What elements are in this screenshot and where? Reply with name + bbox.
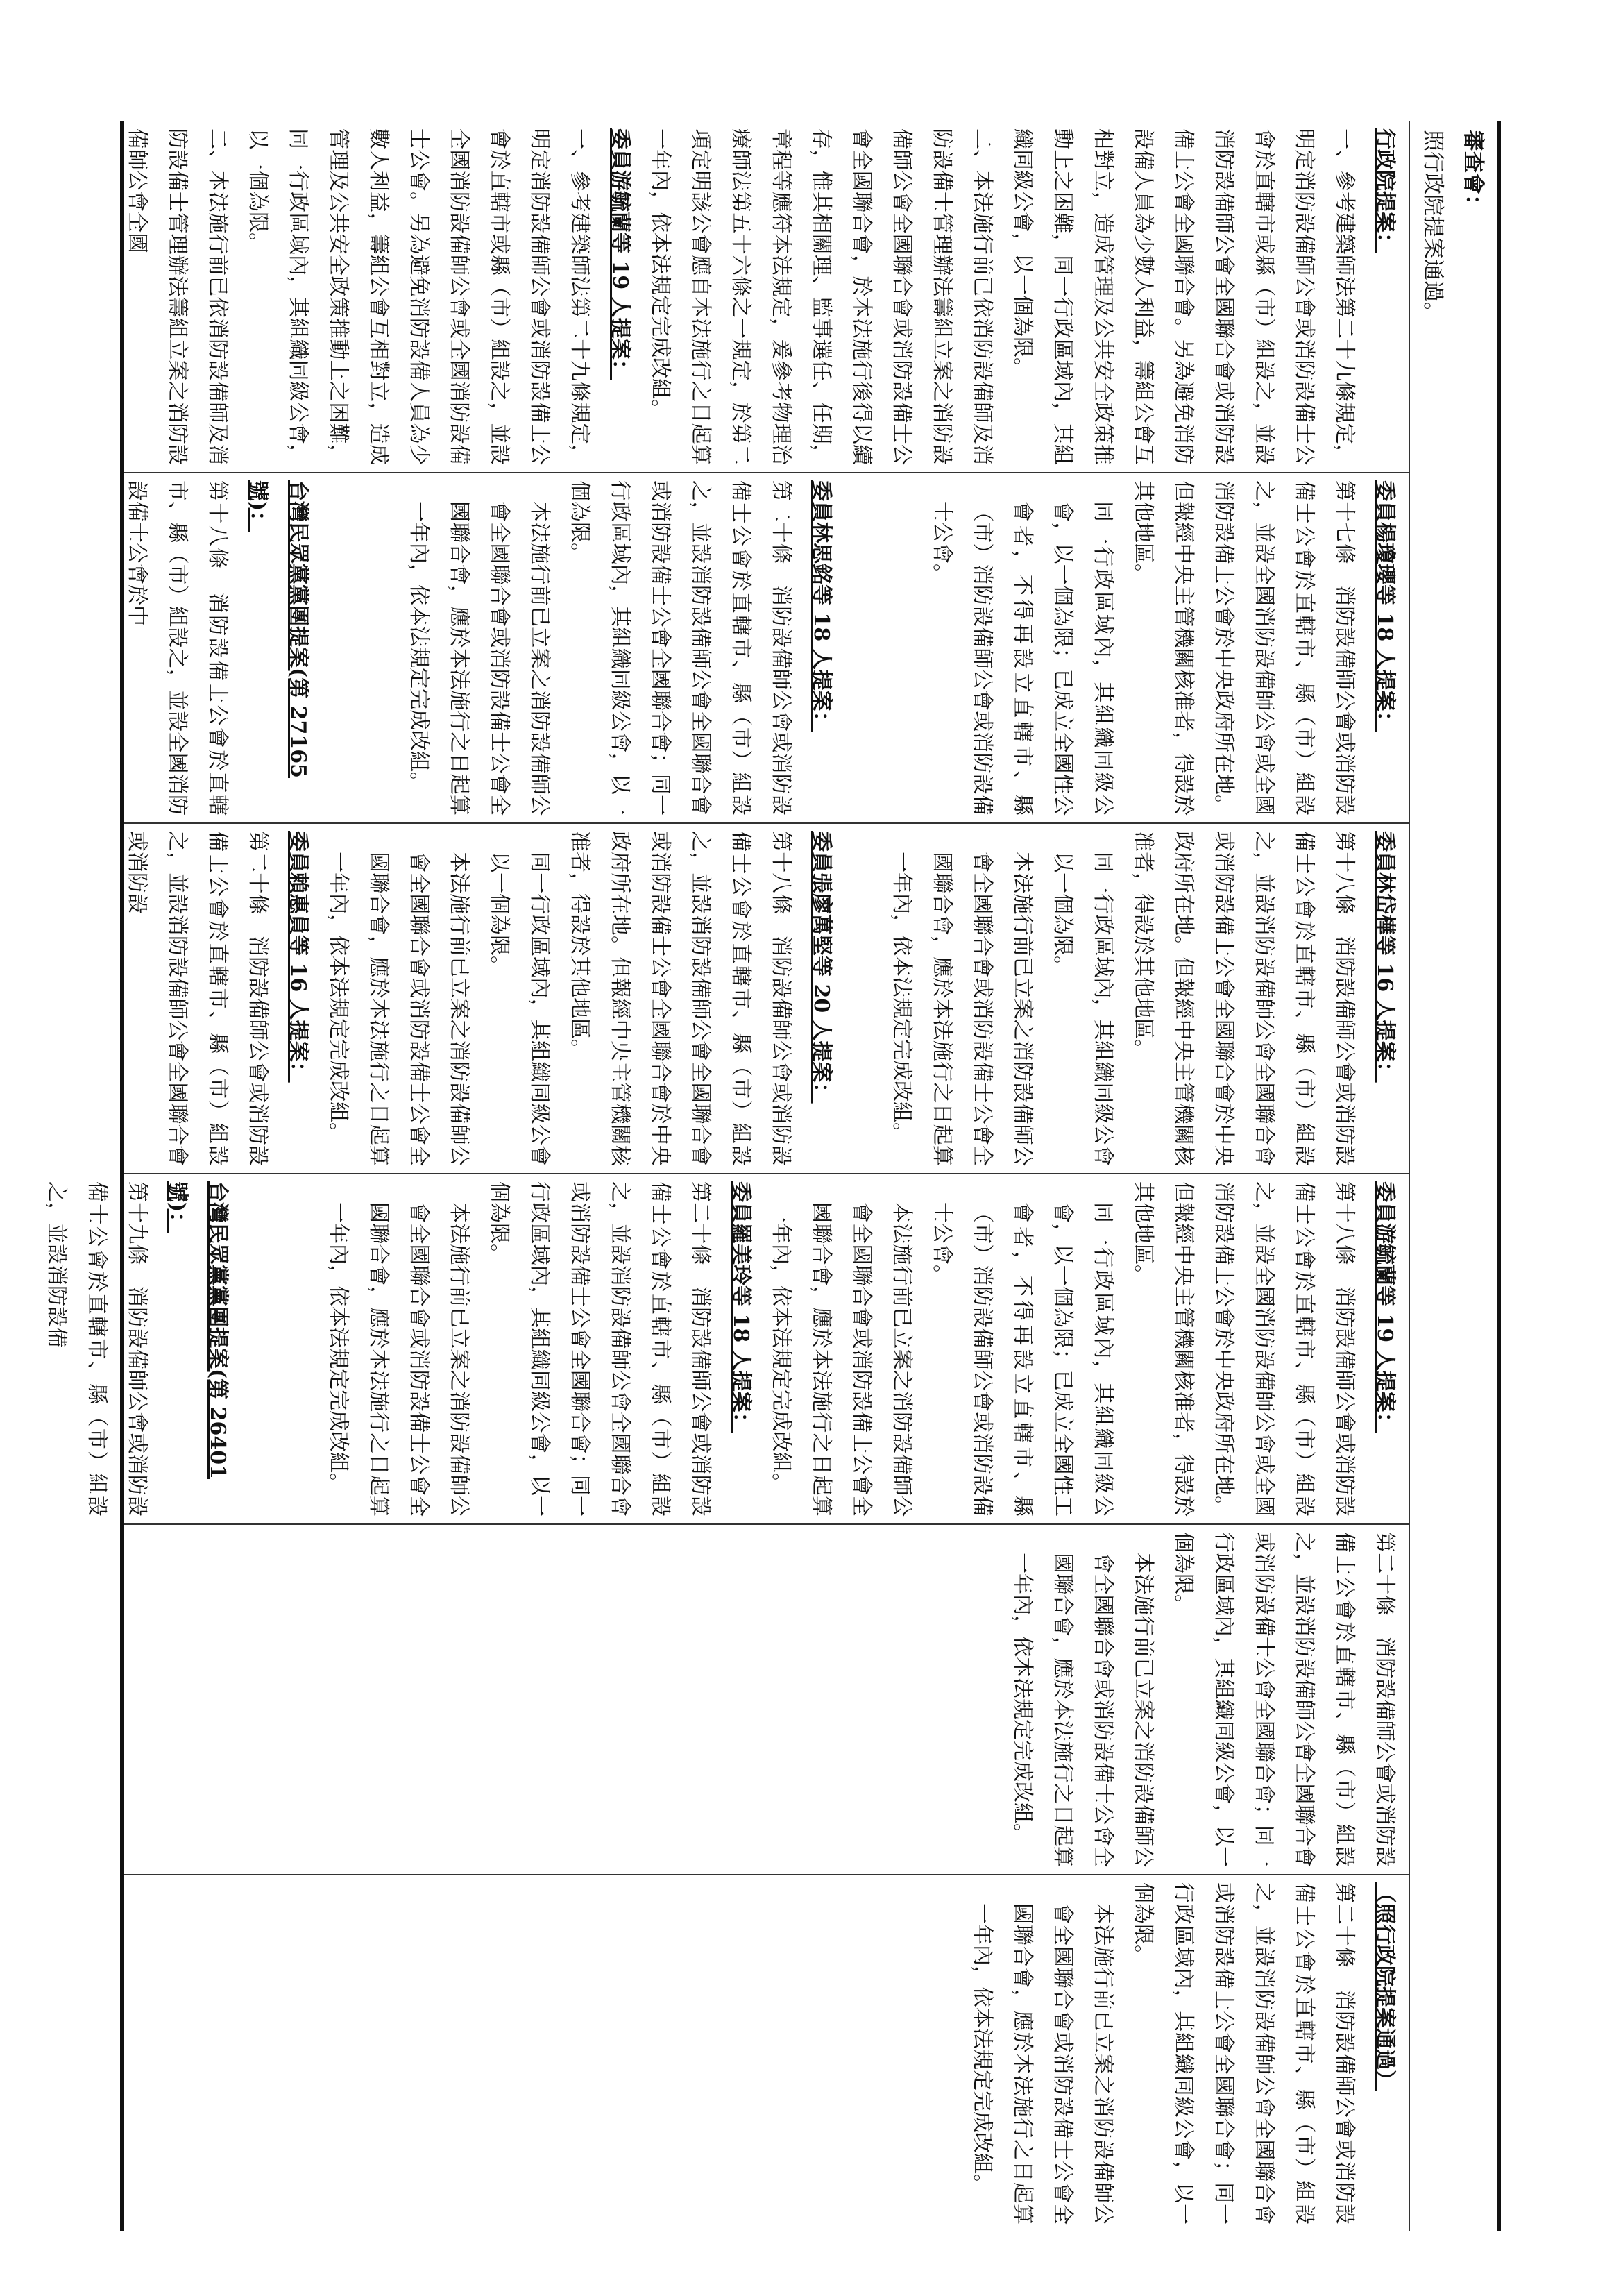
decision-column [124, 1874, 1409, 2231]
proposal-paragraph: 第十八條 消防設備師公會或消防設備士公會於直轄市、縣（市）組設之，並設消防設備師公會全國聯合會或消防設備士公會全國聯合會於中央政府所在地。但報經中央主管機關核准者，得設於其他地區。 [568, 831, 793, 1166]
block-heading: 委員林岱樺等 16 人提案： [1373, 831, 1397, 1083]
review-title: 審查會： [1461, 130, 1486, 216]
block-heading: 行政院提案： [1373, 128, 1397, 253]
explanation-paragraph: 一、參考建築師法第二十九條規定，明定消防設備師公會或消防設備士公會於直轄市或縣（市）組設之，並設全國消防設備師公會或全國消防設備士公會。另為避免消防設備人員為少數人利益，籌組公會互相對立，造成管理及公共安全政策推動上之困難，同一行政區域內，其組織同級公會，以一個為限。 [246, 128, 592, 465]
proposal-paragraph: 同一行政區域內，其組織同級公會以一個為限。 [1051, 852, 1115, 1166]
explanation-paragraph: 二、本法施行前已依消防設備師及消防設備士管理辦法籌組立案之消防設備師公會全國 [125, 128, 230, 465]
proposal-column [124, 472, 1409, 822]
proposal-paragraph: 第十七條 消防設備師公會或消防設備士公會於直轄市、縣（市）組設之，並設全國消防設備師公會或全國消防設備士公會於中央政府所在地。但報經中央主管機關核准者，得設於其他地區。 [1131, 480, 1357, 816]
explanation-paragraph: 一、參考建築師法第二十九條規定，明定消防設備師公會或消防設備士公會於直轄市或縣（市）組設之，並設消防設備師公會全國聯合會或消防設備士公會全國聯合會。另為避免消防設備人員為少數人利益，籌組公會互相對立，造成管理及公共安全政策推動上之困難，同一行政區域內，其組織同級公會，以一個為限。 [1010, 128, 1357, 465]
original-paragraph: 本法施行前已立案之消防設備師公會全國聯合會或消防設備士公會全國聯合會，應於本法施行之日起算一年內，依本法規定完成改組。 [1010, 1553, 1155, 1867]
proposal-column [44, 1173, 1409, 1523]
proposal-paragraph: 本法施行前已立案之消防設備師公會全國聯合會或消防設備士公會全國聯合會，應於本法施行之日起算一年內，依本法規定完成改組。 [890, 852, 1035, 1166]
comparison-table [44, 121, 1501, 2231]
rotated-page [44, 121, 1501, 2231]
proposal-paragraph: 本法施行前已立案之消防設備師公會全國聯合會或消防設備士公會全國聯合會，應於本法施行之日起算一年內，依本法規定完成改組。 [326, 1202, 471, 1517]
proposal-paragraph: 第十九條 消防設備師公會或消防設備士公會於直轄市、縣（市）組設之，並設消防設備 [44, 1181, 149, 1517]
proposal-paragraph: 本法施行前已立案之消防設備師公會全國聯合會或消防設備士公會全國聯合會，應於本法施行之日起算一年內，依本法規定完成改組。 [407, 501, 552, 816]
review-header [1409, 121, 1497, 2231]
proposal-paragraph: 本法施行前已立案之消防設備師公會全國聯合會或消防設備士公會全國聯合會，應於本法施行之日起算一年內，依本法規定完成改組。 [769, 1202, 914, 1517]
proposal-paragraph: 第十八條 消防設備師公會或消防設備士公會於直轄市、縣（市）組設之，並設全國消防設備師公會或全國消防設備士公會於中央政府所在地。但報經中央主管機關核准者，得設於其他地區。 [1131, 1181, 1357, 1517]
decision-paragraph: 第二十條 消防設備師公會或消防設備士公會於直轄市、縣（市）組設之，並設消防設備師公會全國聯合會或消防設備士公會全國聯合會；同一行政區域內，其組織同級公會，以一個為限。 [1131, 1882, 1357, 2225]
block-heading: 台灣民眾黨黨團提案(第 27165 號)： [246, 480, 310, 779]
block-heading: 委員林思銘等 18 人提案： [809, 480, 833, 732]
table-columns [44, 121, 1409, 2231]
decision-paragraph: 本法施行前已立案之消防設備師公會全國聯合會或消防設備士公會全國聯合會，應於本法施行之日起算一年內，依本法規定完成改組。 [970, 1903, 1115, 2225]
proposal-paragraph: 第二十條 消防設備師公會或消防設備士公會於直轄市、縣（市）組設之，並設消防設備師公會全國聯合會或消防設備士公會全國聯合會；同一行政區域內，其組織同級公會，以一個為限。 [487, 1181, 713, 1517]
proposal-paragraph: 第十八條 消防設備士公會於直轄市、縣（市）組設之，並設全國消防設備士公會於中 [125, 480, 230, 816]
explanation-paragraph: 二、本法施行前已依消防設備師及消防設備士管理辦法籌組立案之消防設備師公會全國聯合會或消防設備士公會全國聯合會，於本法施行後得以續存，惟其相關理、監事選任、任期，章程等應符本法規定，爰參考物理治療師法第五十六條之一規定，於第二項定明該公會應自本法施行之日起算一年內，依本法規定完成改組。 [648, 128, 994, 465]
decision-heading: （照行政院提案通過） [1373, 1882, 1397, 2091]
proposal-paragraph: 同一行政區域內，其組織同級公會，以一個為限；已成立全國性工會者，不得再設立直轄市、縣（市）消防設備師公會或消防設備士公會。 [930, 1202, 1115, 1517]
block-heading: 委員楊瓊瓔等 18 人提案： [1373, 480, 1397, 732]
proposal-column [124, 822, 1409, 1173]
original-paragraph: 第二十條 消防設備師公會或消防設備士公會於直轄市、縣（市）組設之，並設消防設備師公會全國聯合會或消防設備士公會全國聯合會；同一行政區域內，其組織同級公會，以一個為限。 [1171, 1532, 1397, 1867]
review-result: 照行政院提案通過。 [1420, 130, 1445, 323]
proposal-paragraph: 同一行政區域內，其組織同級公會以一個為限。 [487, 852, 552, 1166]
block-heading: 委員羅美玲等 18 人提案： [729, 1181, 753, 1433]
proposal-paragraph: 第二十條 消防設備師公會或消防設備士公會於直轄市、縣（市）組設之，並設消防設備師公會全國聯合會或消防設備士公會全國聯合會；同一行政區域內，其組織同級公會，以一個為限。 [568, 480, 793, 816]
original-text-column [124, 1523, 1409, 1874]
block-heading: 委員賴惠員等 16 人提案： [286, 831, 310, 1083]
proposal-paragraph: 本法施行前已立案之消防設備師公會全國聯合會或消防設備士公會全國聯合會，應於本法施行之日起算一年內，依本法規定完成改組。 [326, 852, 471, 1166]
proposal-paragraph: 第二十條 消防設備師公會或消防設備士公會於直轄市、縣（市）組設之，並設消防設備師公會全國聯合會或消防設 [125, 831, 270, 1166]
proposal-paragraph: 第十八條 消防設備師公會或消防設備士公會於直轄市、縣（市）組設之，並設消防設備師公會全國聯合會或消防設備士公會全國聯合會於中央政府所在地。但報經中央主管機關核准者，得設於其他地區。 [1131, 831, 1357, 1166]
block-heading: 委員游毓蘭等 19 人提案： [1373, 1181, 1397, 1433]
block-heading: 委員游毓蘭等 19 人提案： [608, 128, 632, 380]
proposal-paragraph: 同一行政區域內，其組織同級公會，以一個為限；已成立全國性公會者，不得再設立直轄市、縣（市）消防設備師公會或消防設備士公會。 [930, 501, 1115, 816]
explanation-column [124, 121, 1409, 472]
block-heading: 委員張廖萬堅等 20 人提案： [809, 831, 833, 1104]
block-heading: 台灣民眾黨黨團提案(第 26401 號)： [165, 1181, 230, 1480]
